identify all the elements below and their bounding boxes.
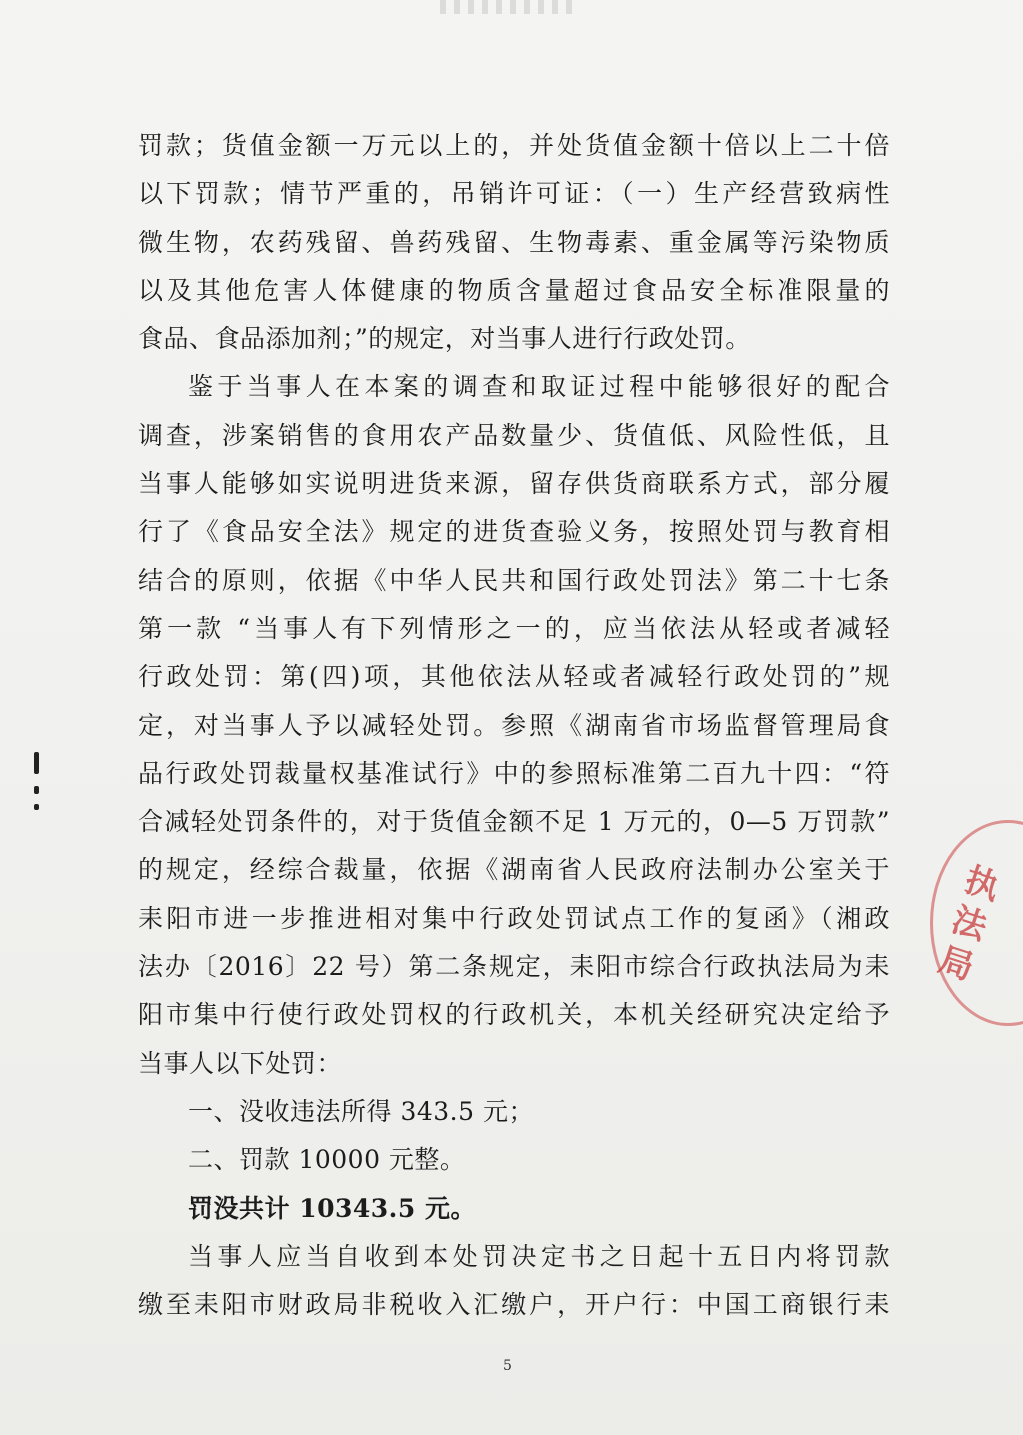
body-line-2: 以下罚款；情节严重的，吊销许可证：（一）生产经营致病性 [138, 179, 890, 209]
body-line-9: 行了《食品安全法》规定的进货查验义务，按照处罚与教育相 [138, 517, 890, 547]
body-line-4: 以及其他危害人体健康的物质含量超过食品安全标准限量的 [138, 275, 890, 305]
document-body [138, 122, 890, 1329]
body-line-1: 罚款；货值金额一万元以上的，并处货值金额十倍以上二十倍 [138, 131, 890, 160]
body-line-13: 定，对当事人予以减轻处罚。参照《湖南省市场监督管理局食 [138, 710, 890, 740]
body-line-16: 的规定，经综合裁量，依据《湖南省人民政府法制办公室关于 [138, 855, 890, 885]
body-line-3: 微生物，农药残留、兽药残留、生物毒素、重金属等污染物质 [138, 227, 890, 257]
body-line-15: 合减轻处罚条件的，对于货值金额不足 1 万元的，0—5 万罚款” [138, 807, 890, 837]
bleed-through-marks [440, 0, 580, 14]
body-line-24: 当事人应当自收到本处罚决定书之日起十五日内将罚款 [188, 1241, 890, 1271]
page-number: 5 [503, 1358, 512, 1374]
penalty-total: 罚没共计 10343.5 元。 [188, 1193, 476, 1223]
penalty-item-2: 二、罚款 10000 元整。 [188, 1145, 466, 1175]
binding-hole-mark [34, 786, 39, 794]
body-line-18: 法办〔2016〕22 号）第二条规定，耒阳市综合行政执法局为耒 [138, 952, 890, 982]
body-line-14: 品行政处罚裁量权基准试行》中的参照标准第二百九十四：“符 [138, 758, 890, 788]
body-line-11: 第一款 “当事人有下列情形之一的，应当依法从轻或者减轻 [138, 613, 890, 643]
body-line-12: 行政处罚：第(四)项，其他依法从轻或者减轻行政处罚的”规 [138, 662, 890, 692]
body-line-20: 当事人以下处罚： [138, 1048, 343, 1078]
body-line-17: 耒阳市进一步推进相对集中行政处罚试点工作的复函》（湘政 [138, 903, 890, 933]
binding-hole-mark [34, 804, 39, 810]
body-line-19: 阳市集中行使行政处罚权的行政机关，本机关经研究决定给予 [138, 1000, 890, 1030]
body-line-10: 结合的原则，依据《中华人民共和国行政处罚法》第二十七条 [138, 565, 890, 595]
body-line-6: 鉴于当事人在本案的调查和取证过程中能够很好的配合 [188, 372, 890, 402]
body-line-5: 食品、食品添加剂；”的规定，对当事人进行行政处罚。 [138, 324, 751, 354]
penalty-item-1: 一、没收违法所得 343.5 元； [188, 1096, 534, 1126]
seal-text: 执法局 [933, 859, 1005, 989]
body-line-7: 调查，涉案销售的食用农产品数量少、货值低、风险性低，且 [138, 420, 890, 450]
body-line-8: 当事人能够如实说明进货来源，留存供货商联系方式，部分履 [138, 469, 890, 499]
body-line-25: 缴至耒阳市财政局非税收入汇缴户，开户行：中国工商银行耒 [138, 1290, 890, 1320]
binding-hole-mark [34, 752, 39, 774]
